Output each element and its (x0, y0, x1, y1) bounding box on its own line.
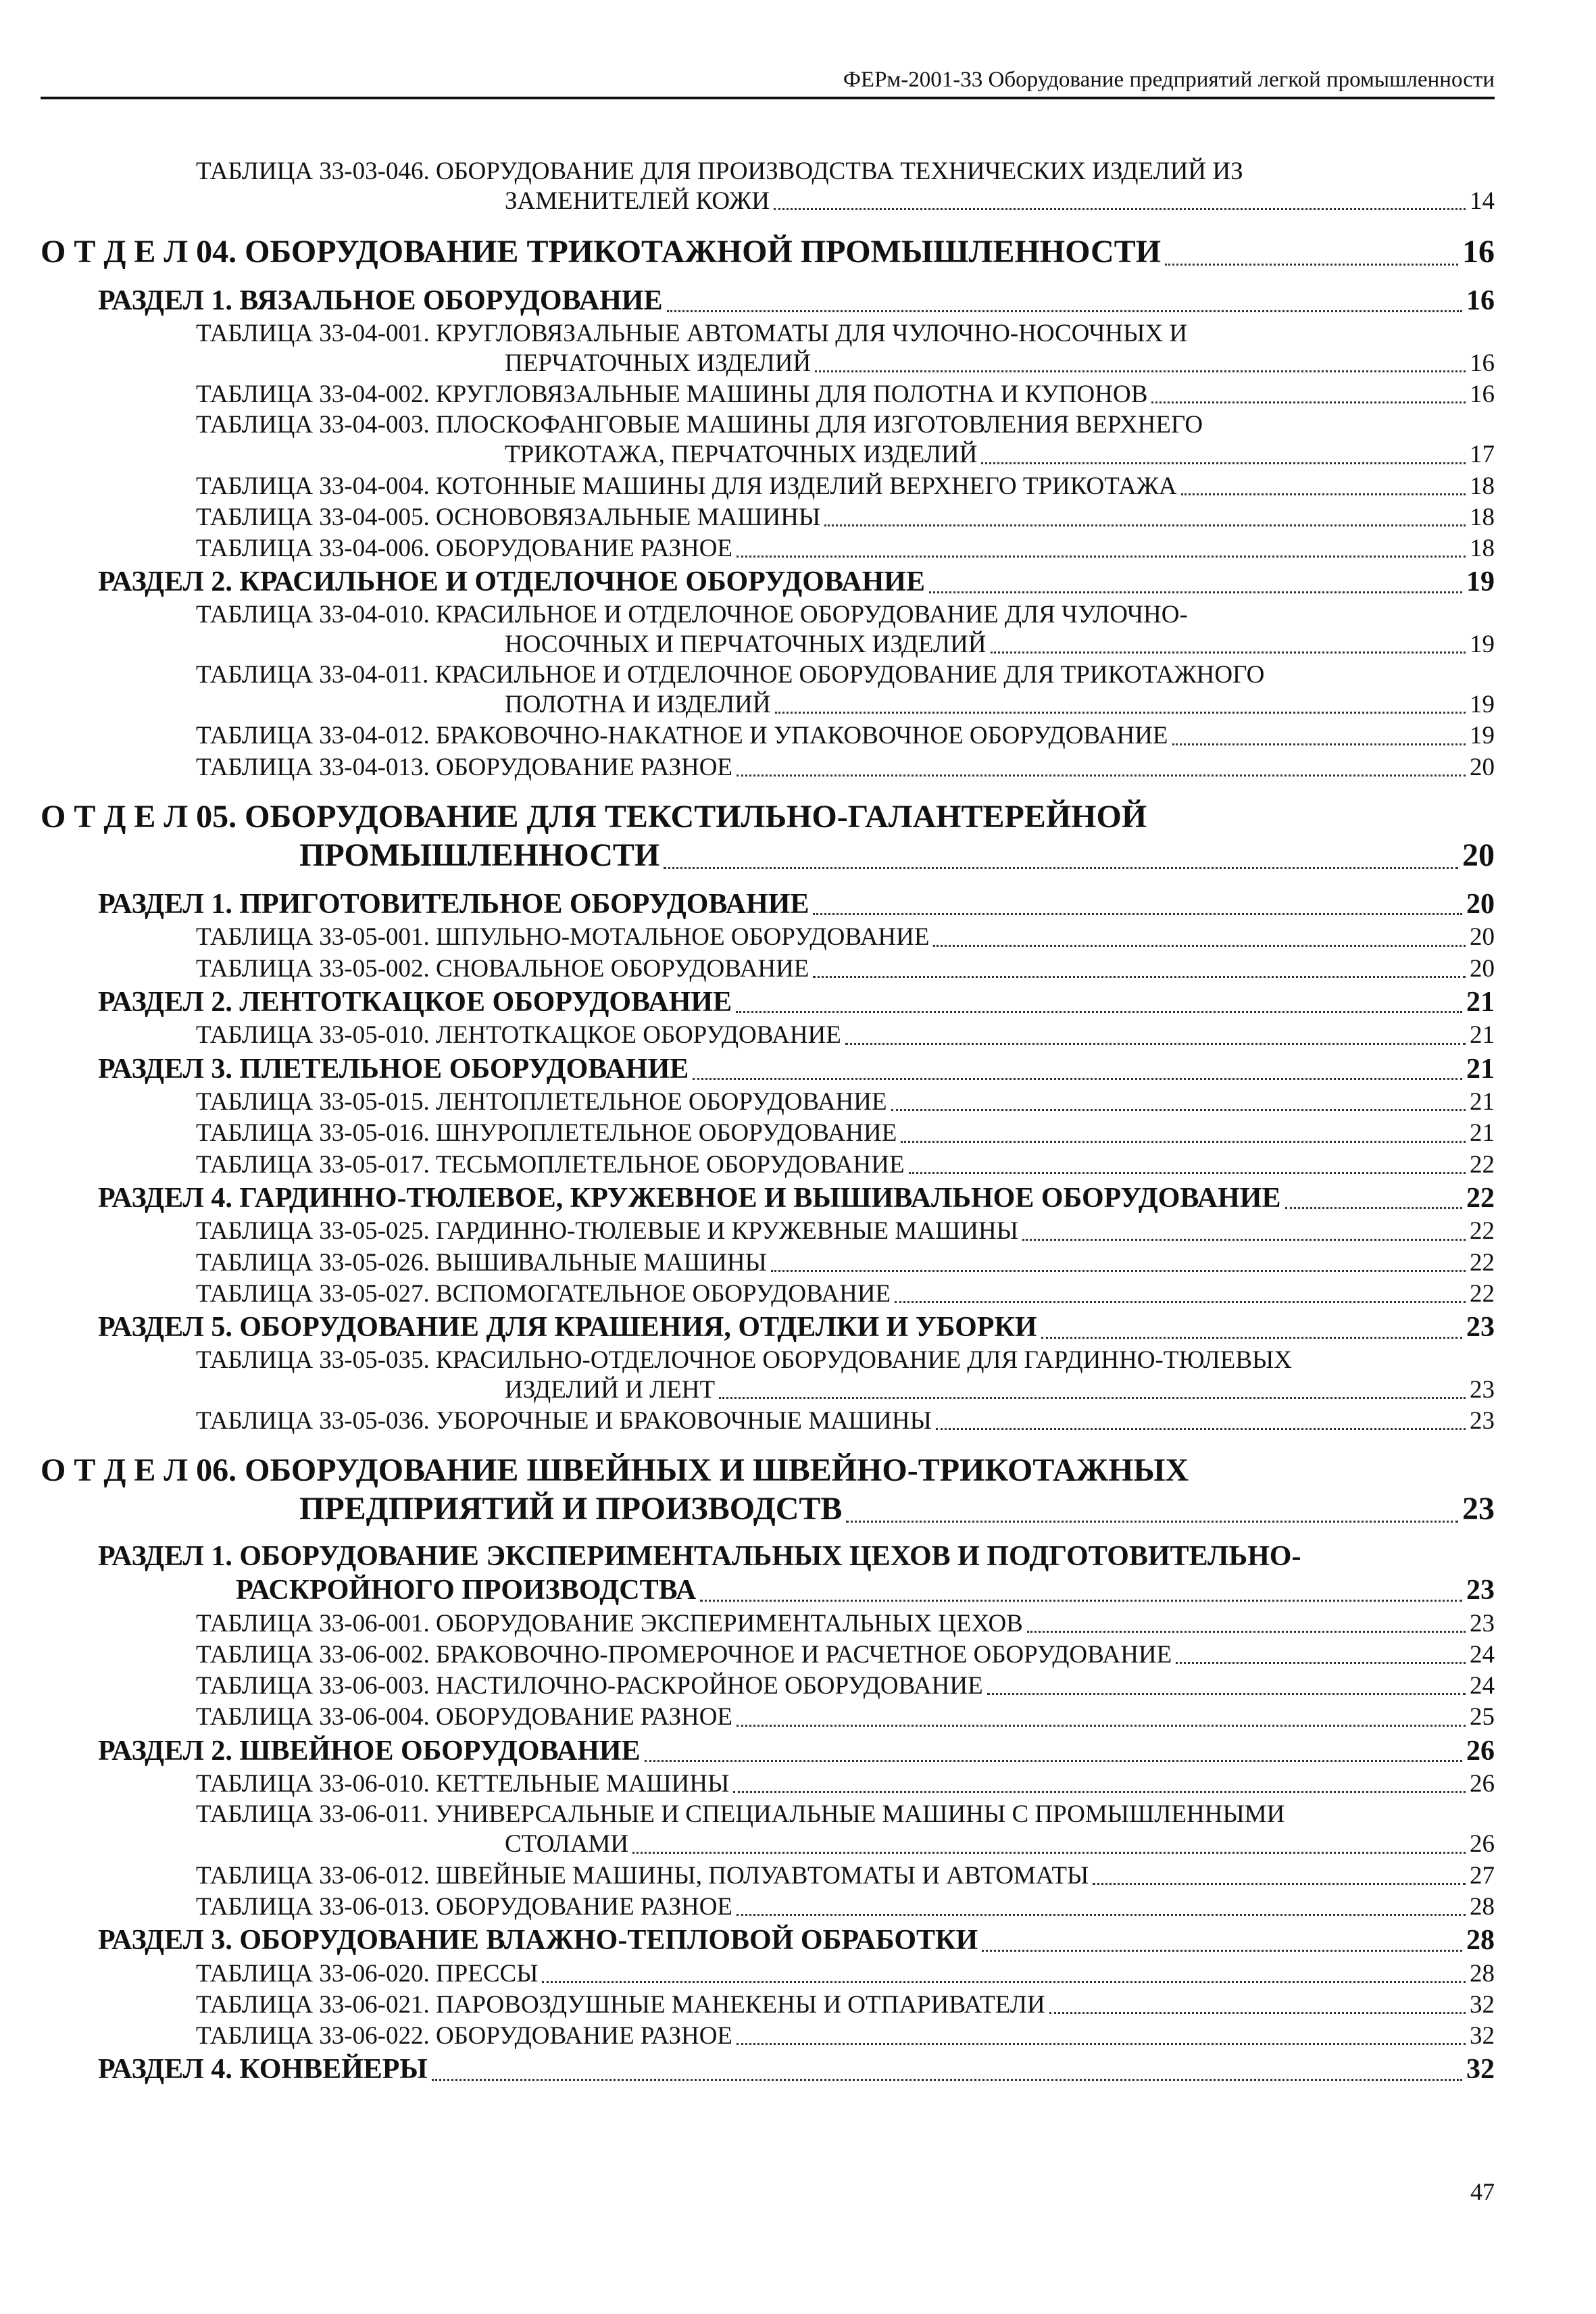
entry-title: ИЗДЕЛИЙ И ЛЕНТ (505, 1375, 716, 1404)
toc-table-entry (41, 157, 1495, 217)
dot-leader (645, 1760, 1462, 1762)
dot-leader (737, 774, 1466, 777)
entry-page-number: 14 (1470, 187, 1495, 215)
toc-table-entry (41, 1800, 1495, 1860)
entry-page-number: 21 (1470, 1021, 1495, 1050)
entry-page-number: 32 (1466, 2054, 1495, 2086)
entry-title-line: О Т Д Е Л 06. ОБОРУДОВАНИЕ ШВЕЙНЫХ И ШВЕЙНО-ТРИКОТАЖНЫХ (41, 1452, 1189, 1488)
dot-leader (737, 1914, 1466, 1916)
toc-division-entry (41, 798, 1495, 876)
entry-title: ТАБЛИЦА 33-06-010. КЕТТЕЛЬНЫЕ МАШИНЫ (196, 1770, 730, 1798)
entry-page-number: 22 (1470, 1217, 1495, 1246)
entry-page-number: 26 (1470, 1830, 1495, 1858)
dot-leader (845, 1043, 1466, 1045)
entry-page-number: 26 (1466, 1735, 1495, 1767)
entry-title: ПРЕДПРИЯТИЙ И ПРОИЗВОДСТВ (299, 1491, 843, 1527)
entry-page-number: 23 (1470, 1406, 1495, 1435)
entry-page-number: 23 (1470, 1609, 1495, 1638)
entry-title: ПЕРЧАТОЧНЫХ ИЗДЕЛИЙ (505, 349, 812, 377)
entry-page-number: 28 (1470, 1959, 1495, 1988)
toc-table-entry (41, 600, 1495, 660)
dot-leader (824, 524, 1466, 526)
entry-title: ТАБЛИЦА 33-06-013. ОБОРУДОВАНИЕ РАЗНОЕ (196, 1892, 733, 1921)
dot-leader (936, 1428, 1466, 1430)
entry-page-number: 21 (1466, 1053, 1495, 1085)
entry-title: РАЗДЕЛ 4. ГАРДИННО-ТЮЛЕВОЕ, КРУЖЕВНОЕ И ВЫШИВАЛЬНОЕ ОБОРУДОВАНИЕ (98, 1182, 1281, 1214)
entry-page-number: 20 (1470, 954, 1495, 983)
dot-leader (542, 1981, 1466, 1983)
entry-title: ТАБЛИЦА 33-05-016. ШНУРОПЛЕТЕЛЬНОЕ ОБОРУДОВАНИЕ (196, 1119, 897, 1148)
dot-leader (1285, 1207, 1463, 1209)
entry-page-number: 21 (1466, 986, 1495, 1018)
entry-title: ТАБЛИЦА 33-05-036. УБОРОЧНЫЕ И БРАКОВОЧНЫЕ МАШИНЫ (196, 1406, 932, 1435)
entry-page-number: 20 (1466, 888, 1495, 920)
entry-title: ТАБЛИЦА 33-05-025. ГАРДИННО-ТЮЛЕВЫЕ И КРУЖЕВНЫЕ МАШИНЫ (196, 1217, 1018, 1246)
entry-page-number: 18 (1470, 472, 1495, 500)
dot-leader (891, 1109, 1466, 1111)
dot-leader (981, 462, 1466, 464)
toc-division-entry (41, 1452, 1495, 1529)
entry-page-number: 25 (1470, 1703, 1495, 1731)
entry-title: ТАБЛИЦА 33-05-001. ШПУЛЬНО-МОТАЛЬНОЕ ОБОРУДОВАНИЕ (196, 923, 930, 952)
entry-page-number: 28 (1470, 1892, 1495, 1921)
dot-leader (987, 1693, 1466, 1695)
dot-leader (1093, 1883, 1466, 1885)
page-number: 47 (1470, 2178, 1495, 2205)
entry-page-number: 16 (1470, 349, 1495, 377)
entry-title: О Т Д Е Л 04. ОБОРУДОВАНИЕ ТРИКОТАЖНОЙ ПРОМЫШЛЕННОСТИ (41, 234, 1162, 270)
toc-section-entry (41, 1181, 1495, 1216)
dot-leader (1176, 1662, 1466, 1664)
entry-page-number: 18 (1470, 535, 1495, 562)
entry-title: ТАБЛИЦА 33-05-026. ВЫШИВАЛЬНЫЕ МАШИНЫ (196, 1248, 767, 1277)
dot-leader (933, 945, 1466, 947)
toc-table-entry (41, 1892, 1495, 1923)
entry-title: РАЗДЕЛ 1. ПРИГОТОВИТЕЛЬНОЕ ОБОРУДОВАНИЕ (98, 888, 809, 920)
entry-title: ТАБЛИЦА 33-06-002. БРАКОВОЧНО-ПРОМЕРОЧНОЕ И РАСЧЕТНОЕ ОБОРУДОВАНИЕ (196, 1640, 1172, 1669)
entry-page-number: 16 (1470, 380, 1495, 408)
entry-title: ТАБЛИЦА 33-05-002. СНОВАЛЬНОЕ ОБОРУДОВАНИЕ (196, 954, 809, 983)
entry-title: ТАБЛИЦА 33-05-027. ВСПОМОГАТЕЛЬНОЕ ОБОРУДОВАНИЕ (196, 1279, 891, 1308)
toc-table-entry (41, 1861, 1495, 1892)
dot-leader (1022, 1239, 1466, 1241)
entry-page-number: 21 (1470, 1119, 1495, 1148)
entry-page-number: 22 (1470, 1150, 1495, 1179)
dot-leader (719, 1397, 1466, 1399)
toc-table-entry (41, 1087, 1495, 1118)
entry-page-number: 28 (1466, 1925, 1495, 1956)
dot-leader (1151, 401, 1466, 403)
toc-table-entry (41, 1640, 1495, 1671)
toc-table-entry (41, 752, 1495, 783)
toc-table-entry (41, 660, 1495, 720)
entry-page-number: 21 (1470, 1088, 1495, 1116)
toc-table-entry (41, 410, 1495, 470)
toc-table-entry (41, 954, 1495, 985)
entry-title-line: ТАБЛИЦА 33-06-011. УНИВЕРСАЛЬНЫЕ И СПЕЦИАЛЬНЫЕ МАШИНЫ С ПРОМЫШЛЕННЫМИ (196, 1800, 1285, 1829)
entry-title: ТАБЛИЦА 33-04-005. ОСНОВОВЯЗАЛЬНЫЕ МАШИНЫ (196, 503, 821, 531)
entry-page-number: 20 (1462, 837, 1495, 873)
dot-leader (737, 2043, 1466, 2045)
entry-title: ПОЛОТНА И ИЗДЕЛИЙ (505, 691, 771, 718)
entry-page-number: 22 (1466, 1182, 1495, 1214)
toc-section-entry (41, 1923, 1495, 1959)
toc-table-entry (41, 1118, 1495, 1149)
dot-leader (929, 591, 1462, 593)
dot-leader (909, 1172, 1466, 1174)
entry-title: ТАБЛИЦА 33-06-020. ПРЕССЫ (196, 1959, 539, 1988)
entry-title: ТАБЛИЦА 33-06-021. ПАРОВОЗДУШНЫЕ МАНЕКЕНЫ И ОТПАРИВАТЕЛИ (196, 1990, 1045, 2019)
entry-page-number: 23 (1470, 1375, 1495, 1404)
entry-page-number: 19 (1466, 566, 1495, 598)
toc-table-entry (41, 1608, 1495, 1640)
dot-leader (991, 651, 1466, 654)
entry-page-number: 22 (1470, 1248, 1495, 1277)
dot-leader (1041, 1337, 1462, 1339)
entry-title-line: ТАБЛИЦА 33-04-003. ПЛОСКОФАНГОВЫЕ МАШИНЫ ДЛЯ ИЗГОТОВЛЕНИЯ ВЕРХНЕГО (196, 411, 1203, 439)
entry-title: РАЗДЕЛ 3. ПЛЕТЕЛЬНОЕ ОБОРУДОВАНИЕ (98, 1053, 689, 1085)
dot-leader (1027, 1631, 1466, 1633)
toc-table-entry (41, 502, 1495, 533)
toc-section-entry (41, 283, 1495, 319)
entry-title: ТАБЛИЦА 33-05-017. ТЕСЬМОПЛЕТЕЛЬНОЕ ОБОРУДОВАНИЕ (196, 1150, 905, 1179)
entry-title-line: ТАБЛИЦА 33-04-011. КРАСИЛЬНОЕ И ОТДЕЛОЧНОЕ ОБОРУДОВАНИЕ ДЛЯ ТРИКОТАЖНОГО (196, 661, 1265, 689)
entry-title: РАЗДЕЛ 2. ЛЕНТОТКАЦКОЕ ОБОРУДОВАНИЕ (98, 986, 732, 1018)
entry-title-line: ТАБЛИЦА 33-04-001. КРУГЛОВЯЗАЛЬНЫЕ АВТОМАТЫ ДЛЯ ЧУЛОЧНО-НОСОЧНЫХ И (196, 319, 1188, 347)
entry-title: РАЗДЕЛ 4. КОНВЕЙЕРЫ (98, 2054, 428, 2086)
toc-section-entry (41, 2052, 1495, 2088)
entry-page-number: 23 (1466, 1312, 1495, 1343)
entry-page-number: 17 (1470, 441, 1495, 469)
toc-table-entry (41, 1671, 1495, 1702)
entry-page-number: 16 (1466, 285, 1495, 317)
entry-title: РАЗДЕЛ 2. КРАСИЛЬНОЕ И ОТДЕЛОЧНОЕ ОБОРУДОВАНИЕ (98, 566, 925, 598)
entry-title: РАСКРОЙНОГО ПРОИЗВОДСТВА (236, 1575, 697, 1606)
dot-leader (632, 1852, 1466, 1854)
dot-leader (813, 913, 1462, 915)
entry-title-line: ТАБЛИЦА 33-05-035. КРАСИЛЬНО-ОТДЕЛОЧНОЕ ОБОРУДОВАНИЕ ДЛЯ ГАРДИННО-ТЮЛЕВЫХ (196, 1346, 1293, 1374)
toc-section-entry (41, 564, 1495, 600)
entry-title: РАЗДЕЛ 5. ОБОРУДОВАНИЕ ДЛЯ КРАШЕНИЯ, ОТДЕЛКИ И УБОРКИ (98, 1312, 1037, 1343)
entry-title: РАЗДЕЛ 3. ОБОРУДОВАНИЕ ВЛАЖНО-ТЕПЛОВОЙ ОБРАБОТКИ (98, 1925, 978, 1956)
dot-leader (693, 1078, 1462, 1080)
entry-title: ТАБЛИЦА 33-06-012. ШВЕЙНЫЕ МАШИНЫ, ПОЛУАВТОМАТЫ И АВТОМАТЫ (196, 1861, 1089, 1890)
entry-page-number: 19 (1470, 630, 1495, 658)
entry-title: ЗАМЕНИТЕЛЕЙ КОЖИ (505, 187, 770, 215)
dot-leader (774, 208, 1466, 210)
toc-table-entry (41, 1248, 1495, 1279)
entry-page-number: 20 (1470, 923, 1495, 952)
dot-leader (846, 1521, 1458, 1523)
dot-leader (737, 1725, 1466, 1727)
toc-section-entry (41, 985, 1495, 1020)
entry-page-number: 20 (1470, 753, 1495, 781)
dot-leader (733, 1791, 1466, 1793)
entry-title: ТАБЛИЦА 33-04-002. КРУГЛОВЯЗАЛЬНЫЕ МАШИНЫ ДЛЯ ПОЛОТНА И КУПОНОВ (196, 380, 1148, 408)
toc-section-entry (41, 887, 1495, 922)
entry-page-number: 26 (1470, 1770, 1495, 1798)
entry-page-number: 16 (1462, 234, 1495, 270)
toc-table-entry (41, 720, 1495, 752)
entry-title: ТАБЛИЦА 33-05-015. ЛЕНТОПЛЕТЕЛЬНОЕ ОБОРУДОВАНИЕ (196, 1088, 887, 1116)
table-of-contents (41, 157, 1495, 2088)
entry-title-line: О Т Д Е Л 05. ОБОРУДОВАНИЕ ДЛЯ ТЕКСТИЛЬНО-ГАЛАНТЕРЕЙНОЙ (41, 798, 1147, 835)
dot-leader (667, 310, 1462, 312)
entry-page-number: 23 (1462, 1491, 1495, 1527)
entry-title: СТОЛАМИ (505, 1830, 629, 1858)
dot-leader (1049, 2012, 1466, 2014)
toc-table-entry (41, 471, 1495, 502)
entry-title: РАЗДЕЛ 1. ВЯЗАЛЬНОЕ ОБОРУДОВАНИЕ (98, 285, 663, 317)
entry-page-number: 24 (1470, 1640, 1495, 1669)
dot-leader (432, 2079, 1462, 2081)
entry-title: ПРОМЫШЛЕННОСТИ (299, 837, 660, 873)
entry-title-line: ТАБЛИЦА 33-03-046. ОБОРУДОВАНИЕ ДЛЯ ПРОИЗВОДСТВА ТЕХНИЧЕСКИХ ИЗДЕЛИЙ ИЗ (196, 157, 1243, 185)
dot-leader (895, 1301, 1466, 1303)
toc-table-entry (41, 1406, 1495, 1437)
dot-leader (737, 556, 1466, 558)
entry-title: НОСОЧНЫХ И ПЕРЧАТОЧНЫХ ИЗДЕЛИЙ (505, 630, 987, 658)
entry-title: ТАБЛИЦА 33-06-003. НАСТИЛОЧНО-РАСКРОЙНОЕ ОБОРУДОВАНИЕ (196, 1672, 983, 1700)
toc-table-entry (41, 319, 1495, 379)
toc-table-entry (41, 1769, 1495, 1800)
entry-page-number: 32 (1470, 1990, 1495, 2019)
toc-section-entry (41, 1052, 1495, 1087)
entry-title: ТАБЛИЦА 33-06-004. ОБОРУДОВАНИЕ РАЗНОЕ (196, 1703, 733, 1731)
entry-title: ТРИКОТАЖА, ПЕРЧАТОЧНЫХ ИЗДЕЛИЙ (505, 441, 978, 469)
entry-title: ТАБЛИЦА 33-05-010. ЛЕНТОТКАЦКОЕ ОБОРУДОВАНИЕ (196, 1021, 841, 1050)
toc-table-entry (41, 1020, 1495, 1051)
toc-table-entry (41, 922, 1495, 953)
entry-page-number: 23 (1466, 1575, 1495, 1606)
dot-leader (982, 1950, 1462, 1952)
entry-title: ТАБЛИЦА 33-04-004. КОТОННЫЕ МАШИНЫ ДЛЯ ИЗДЕЛИЙ ВЕРХНЕГО ТРИКОТАЖА (196, 472, 1177, 500)
entry-title: ТАБЛИЦА 33-04-013. ОБОРУДОВАНИЕ РАЗНОЕ (196, 753, 733, 781)
toc-section-entry (41, 1540, 1495, 1608)
toc-table-entry (41, 1959, 1495, 1990)
toc-table-entry (41, 1346, 1495, 1406)
toc-division-entry (41, 232, 1495, 272)
dot-leader (1172, 743, 1466, 745)
entry-page-number: 32 (1470, 2022, 1495, 2050)
toc-table-entry (41, 1702, 1495, 1733)
entry-page-number: 22 (1470, 1279, 1495, 1308)
entry-page-number: 19 (1470, 722, 1495, 750)
dot-leader (736, 1011, 1462, 1013)
entry-title: РАЗДЕЛ 2. ШВЕЙНОЕ ОБОРУДОВАНИЕ (98, 1735, 641, 1767)
entry-title: ТАБЛИЦА 33-04-006. ОБОРУДОВАНИЕ РАЗНОЕ (196, 535, 733, 562)
dot-leader (700, 1600, 1462, 1602)
entry-page-number: 18 (1470, 503, 1495, 531)
dot-leader (771, 1270, 1466, 1272)
dot-leader (815, 370, 1466, 372)
dot-leader (901, 1141, 1466, 1143)
dot-leader (1181, 493, 1466, 495)
entry-page-number: 24 (1470, 1672, 1495, 1700)
toc-section-entry (41, 1310, 1495, 1346)
entry-page-number: 19 (1470, 691, 1495, 718)
entry-title-line: РАЗДЕЛ 1. ОБОРУДОВАНИЕ ЭКСПЕРИМЕНТАЛЬНЫХ ЦЕХОВ И ПОДГОТОВИТЕЛЬНО- (98, 1541, 1301, 1572)
dot-leader (1165, 264, 1458, 266)
toc-table-entry (41, 1216, 1495, 1247)
dot-leader (775, 712, 1466, 714)
toc-section-entry (41, 1733, 1495, 1769)
toc-table-entry (41, 1150, 1495, 1181)
dot-leader (813, 976, 1466, 978)
entry-page-number: 27 (1470, 1861, 1495, 1890)
dot-leader (664, 867, 1458, 869)
toc-table-entry (41, 2021, 1495, 2052)
toc-table-entry (41, 1279, 1495, 1310)
toc-table-entry (41, 379, 1495, 410)
running-header: ФЕРм-2001-33 Оборудование предприятий легкой промышленности (41, 68, 1495, 99)
entry-title-line: ТАБЛИЦА 33-04-010. КРАСИЛЬНОЕ И ОТДЕЛОЧНОЕ ОБОРУДОВАНИЕ ДЛЯ ЧУЛОЧНО- (196, 600, 1188, 629)
entry-title: ТАБЛИЦА 33-06-022. ОБОРУДОВАНИЕ РАЗНОЕ (196, 2022, 733, 2050)
toc-table-entry (41, 533, 1495, 564)
toc-table-entry (41, 1990, 1495, 2021)
entry-title: ТАБЛИЦА 33-04-012. БРАКОВОЧНО-НАКАТНОЕ И УПАКОВОЧНОЕ ОБОРУДОВАНИЕ (196, 722, 1168, 750)
entry-title: ТАБЛИЦА 33-06-001. ОБОРУДОВАНИЕ ЭКСПЕРИМЕНТАЛЬНЫХ ЦЕХОВ (196, 1609, 1023, 1638)
